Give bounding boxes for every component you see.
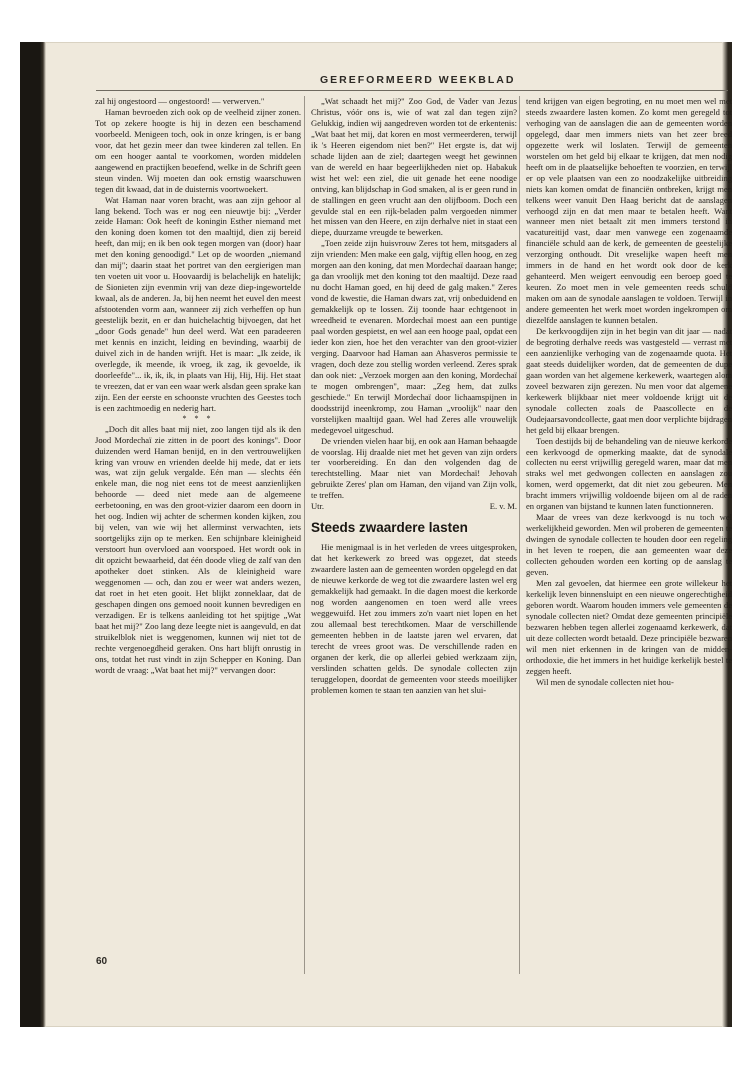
column-1 (95, 96, 301, 676)
paragraph: De kerkvoogdijen zijn in het begin van dit jaar — nadat de begroting derhalve reeds was vastgesteld — verrast met een aanzienlijke verhoging van de zogenaamde quota. Het gaat steeds duidelijker worden, dat de gemeenten de dupe gaan worden van het algemene kerkewerk, waartegen alom zoveel bezwaren zijn gerezen. Nu men voor dat algemene kerkewerk blijkbaar niet meer voldoende krijgt uit de synodale collecten zoals de Paascollecte en de Oudejaarsavondcollecte, gaat men door verplichte bijdragen het geld bij elkaar brengen. (526, 326, 732, 435)
paragraph: tend krijgen van eigen begroting, en nu moet men wel met steeds zwaardere lasten komen. Zo komt men geregeld tot verhoging van de aanslagen die aan de gemeenten worden opgelegd, daar men immers niets van het zeer breed opgezette werk wil loslaten. Terwijl de gemeenten worstelen om het geld bij elkaar te krijgen, dat men nodig heeft om in de plaatselijke behoeften te voorzien, en terwijl er op vele plaatsen van een zo noodzakelijke uitbreiding niets kan komen omdat de financiën ontbreken, krijgt men telkens weer vanuit Den Haag bericht dat de aanslagen verhoogd zijn en dat men maar te betalen heeft. Want wanneer men niet betaalt zit men immers terstond in vacatureitijd vast, daar men vanwege een zogenaamde financiële schuld aan de kerk, de gemeenten de geestelijke verzorging onthoudt. Dit vreselijke wapen heeft men immers in de hand en het wordt ook door de kerk gehanteerd. Men weigert eenvoudig een beroep goed te keuren. Zo moet men in vele gemeenten reeds schuld maken om aan de synodale aanslagen te voldoen. Terwijl in andere gemeenten het werk moet worden ingekrompen om diezelfde aanslagen te kunnen betalen. (526, 96, 732, 326)
section-heading: Steeds zwaardere lasten (311, 520, 468, 536)
paragraph: Maar de vrees van deze kerkvoogd is nu toch wel werkelijkheid geworden. Men wil proberen de gemeenten te dwingen de synodale collecten te houden door een regeling in het leven te roepen, die aan gemeenten waar deze collecten gehouden worden een korting op de aanslag te geven. (526, 512, 732, 577)
column-divider (519, 96, 520, 974)
column-2 (311, 96, 517, 696)
paragraph: „Doch dit alles baat mij niet, zoo langen tijd als ik den Jood Mordechaï zie zitten in de poort des konings". Door duizenden werd Haman benijd, en in den vertrouwelijken kring van vrouw en vrienden deelde hij mede, dat er iets was, wat zijn geluk vergalde. Eén man — slechts één enkele man, die nog niet eens tot de meest aanzienlijken behoorde — deed niet mede aan de algemeene eerbetooning, en was den groot-vizier daarom een doorn in het oog. Indien wij achter de schermen konden kijken, zou bij velen, van wie wij het allerminst verwachten, iets soortgelijks zijn op te merken. Een schijnbare kleinigheid verstoort hun overvloed aan voorspoed. Het wordt ook in dit opzicht bewaarheid, dat één doode vlieg de zalf van den apotheker doet stinken. Als de kleinigheid ware weggenomen — och, dan zou er weer wat anders wezen, dat roet in het eten gooit. Het blijkt zonneklaar, dat de geschapen dingen ons gemoed nooit kunnen bevredigen en verzadigen. Er is telkens aanleiding tot het spijtige „Wat baat het mij?" Zoo lang deze leegte niet is aangevuld, en dat struikelblok niet is weggenomen, kunnen wij niet tot de rechte vergenoegdheid geraken. Ons hart blijft onrustig in ons, totdat het rust vindt in zijn Schepper en Koning. Dan wordt de vraag: „Wat baat het mij?" vervangen door: (95, 423, 301, 675)
page-binding-edge (20, 42, 46, 1027)
column-3 (526, 96, 732, 687)
signature-author: E. v. M. (489, 501, 517, 512)
paragraph: Toen destijds bij de behandeling van de nieuwe kerkorde een kerkvoogd de opmerking maakte, dat de synodale collecten nu eerst vrijwillig geregeld waren, maar dat men straks wel met gedwongen collecten en aanslagen zou komen, werd opgemerkt, dat dit niet zou gebeuren. Men bracht immers vrijwillig voldoende bijeen om al de raden en organen van bijstand te kunnen laten functionneren. (526, 435, 732, 512)
column-divider (304, 96, 305, 974)
paragraph: zal hij ongestoord — ongestoord! — verwerven." (95, 96, 265, 106)
page-number: 60 (96, 956, 108, 967)
signature (311, 501, 517, 512)
section-break: * * * (182, 413, 214, 423)
page-header-title: GEREFORMEERD WEEKBLAD (320, 74, 516, 86)
magazine-page (20, 42, 732, 1027)
signature-place: Utr. (311, 501, 325, 512)
paragraph: Men zal gevoelen, dat hiermee een grote willekeur het kerkelijk leven binnensluipt en een nieuwe ongerechtigheid geboren wordt. Waarom houden immers vele gemeenten de synodale collecten niet? Omdat deze gemeenten principiële bezwaren hebben tegen allerlei zogenaamd kerkewerk, dat uit deze collecten wordt betaald. Deze principiële bezwaren wil men niet erkennen in de kringen van de midden-orthodoxie, die het immers in het huidige kerkelijk bestel te zeggen heeft. (526, 577, 732, 676)
paragraph: „Wat schaadt het mij?" Zoo God, de Vader van Jezus Christus, vóór ons is, wie of wat zal dan tegen zijn? Gelukkig, indien wij aangedreven worden tot de erkentenis: „Wat baat het mij, dat koren en most vermeerderen, terwijl ik 's Heeren eigendom niet ben?" Het ergste is, dat wij schade lijden aan de ziel; daartegen weegt het gewinnen van de wereld en haar begeerlijkheden niet op. Habakuk wist het wel: een ziel, die uit genade het eene noodige ontving, kan blijdschap in God smaken, al is er geen rund in de stallingen en geen vrucht aan den olijfboom. Doch een gevulde stal en een rijk-beladen palm vergoeden nimmer het missen van den Heere, en zijn derhalve niet in staat een diepe, duurzame vreugde te bewerken. (311, 96, 517, 238)
paragraph: Wat Haman naar voren bracht, was aan zijn gehoor al lang bekend. Toch was er nog een nieuwtje bij: „Verder zeide Haman: Ook heeft de koningin Esther niemand met den koning doen komen tot den maaltijd, dien zij bereid heeft, dan mij; en ik ben ook tegen morgen van (door) haar met den koning genoodigd." Let op de woorden „niemand dan mij"; daarin staat het portret van den eergierigen man ten voeten uit voor u. Hoovaardij is belachelijk en hatelijk; de Sionieten zijn evenmin vrij van deze diep-ingewortelde kwaal, als de anderen. Ja, bij hen neemt het euvel den meest afstootenden vorm aan, wanneer zij zich verheffen op hun geestelijk bezit, en er dan huichelachtig bijvoegen, dat het „door Gods genade" hun deel werd. Wat een paradeeren met kennis en inzicht, leiding en bevinding, waarbij de duivel zich in de handen wrijft. Het is maar: „Ik zeide, ik overlegde, ik meende, ik vroeg, ik zag, ik gevoelde, ik doorleefde"... ik, ik, ik, in plaats van Hij, Hij, Hij. Het staat te vreezen, dat er van een waar werk alsdan geen sprake kan zijn. Een der eerste en schoonste vruchten des Geestes toch is een zachtmoedig en nederig hart. (95, 194, 301, 413)
header-rule (96, 90, 728, 91)
paragraph: Wil men de synodale collecten niet hou- (536, 676, 674, 687)
paragraph: Haman bevroeden zich ook op de veelheid zijner zonen. Tot op zekere hoogte is hij in dezen een beschamend voorbeeld. Menigeen toch, ook in onze kringen, is er bang voor, dat het gezin meer dan twee kinderen zal tellen. En om een hooger aantal te voorkomen, worden middelen aangewend en practijken beoefend, welke in de Schrift geen steun vinden. Wij moeten dan ook ernstig waarschuwen tegen dit kwaad, dat in de duisternis voortwoekert. (95, 106, 301, 194)
scan-border (0, 0, 738, 40)
paragraph: Hie menigmaal is in het verleden de vrees uitgesproken, dat het kerkewerk zo breed was opgezet, dat steeds zwaardere lasten aan de gemeenten worden opgelegd en dat de nieuwe kerkorde de weg tot die zwaardere lasten wel erg gemakkelijk had gemaakt. In die dagen moest die kerkorde nog worden aangenomen en toen werd alle vrees weggewuifd. Het zou immers zo'n vaart niet lopen en het zou allemaal best terechtkomen. Maar de verschillende gemeenten hebben in de laatste jaren wel ervaren, dat terecht de vrees groot was. De verschillende raden en organen der kerk, die op allerlei gebied werkzaam zijn, verslinden schatten gelds. De synodale collecten zijn teruggelopen, doordat de gemeenten voor steeds moeilijker problemen komen te staan ten aanzien van het slui- (311, 542, 517, 695)
paragraph: De vrienden vielen haar bij, en ook aan Haman behaagde de voorslag. Hij draalde niet met het geven van zijn orders ter voorbereiding. En dan den volgenden dag de terechtstelling. Maar niet van Mordechaï! Jehovah gebruikte Zeres' plan om Haman, den vijand van Zijn volk, te treffen. (311, 435, 517, 501)
paragraph: „Toen zeide zijn huisvrouw Zeres tot hem, mitsgaders al zijn vrienden: Men make een galg, vijftig ellen hoog, en zeg morgen aan den koning, dat men Mordechaï daaraan hange; ga dan vroolijk met den koning tot den maaltijd. Deze raad nu docht Haman goed, en hij deed de galg maken." Zeres vond de kwestie, die Haman dwars zat, vrij onbeduidend en gemakkelijk op te lossen. Zij toonde haar echtgenoot in wreedheid te evenaren. Mordechaï moest aan een puntige paal worden gespietst, en wel aan een hooge paal, opdat een ieder kon zien, hoe het den verachter van den groot-vizier verging. Daarvoor had Haman aan Ahasveros permissie te vragen, doch deze zou stellig worden verleend. Zeres sprak dan ook niet: „Verzoek morgen aan den koning, Mordechaï te mogen ombrengen", maar: „Zeg hem, dat zulks geschiede." En terwijl Mordechaï door lichaamspijnen in doodsstrijd ineenkromp, zou Haman „vroolijk" naar den vorstelijken maaltijd gaan. Wel had Zeres alle vrouwelijk medegevoel uitgeschud. (311, 238, 518, 435)
